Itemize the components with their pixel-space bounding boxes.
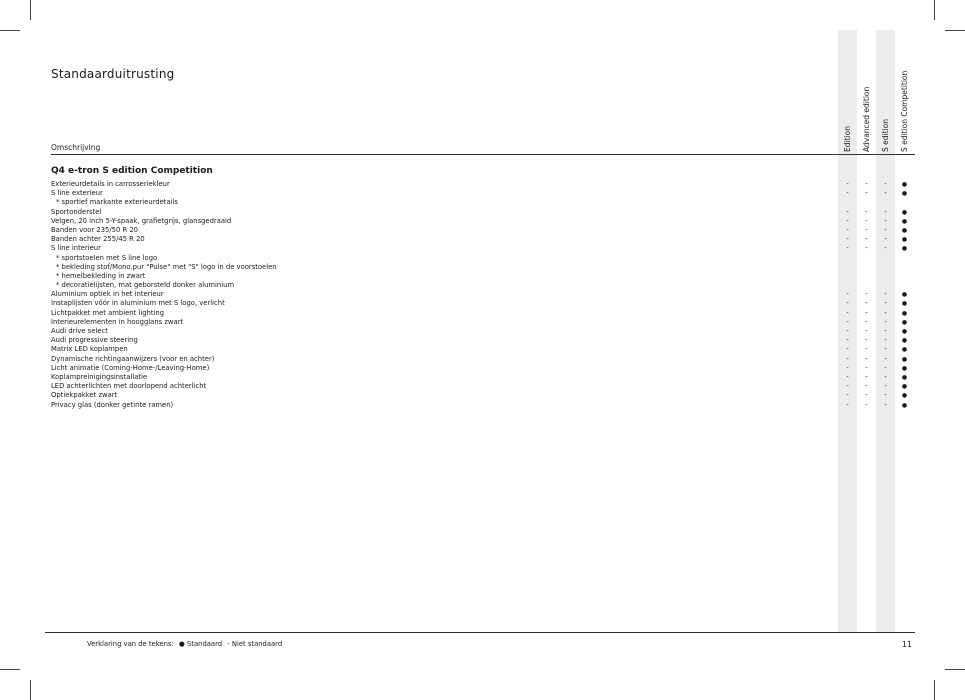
row-label: Exterieurdetails in carrosseriekleur	[51, 180, 170, 188]
not-standard-mark: -	[865, 290, 868, 299]
table-row	[51, 355, 915, 364]
standard-mark: ●	[901, 328, 908, 335]
row-label: Aluminium optiek in het interieur	[51, 290, 164, 299]
not-standard-mark: -	[865, 336, 868, 345]
not-standard-mark: -	[846, 180, 849, 188]
table-row	[51, 208, 915, 217]
row-label: * sportstoelen met S line logo	[56, 253, 158, 262]
not-standard-mark: -	[846, 317, 849, 326]
standard-mark: ●	[901, 236, 908, 244]
not-standard-mark: -	[884, 244, 887, 253]
not-standard-mark: -	[846, 354, 849, 363]
not-standard-mark: -	[865, 207, 868, 216]
table-subrow	[51, 198, 915, 207]
not-standard-mark: -	[865, 345, 868, 354]
row-label: Matrix LED koplampen	[51, 345, 128, 354]
not-standard-mark: -	[884, 290, 887, 299]
not-standard-mark: -	[884, 391, 887, 400]
row-label: Instaplijsten vóór in aluminium met S logo, verlicht	[51, 299, 225, 308]
standard-mark: ●	[901, 208, 908, 216]
not-standard-mark: -	[865, 216, 868, 225]
standard-mark: ●	[901, 291, 908, 299]
crop-mark	[945, 30, 965, 31]
equipment-table	[51, 180, 915, 410]
table-subrow	[51, 263, 915, 272]
not-standard-mark: -	[865, 391, 868, 400]
table-row	[51, 318, 915, 327]
row-label: Velgen, 20 inch 5-Y-spaak, grafietgrijs, glansgedraaid	[51, 216, 232, 225]
standard-mark: ●	[901, 300, 908, 308]
not-standard-mark: -	[846, 363, 849, 372]
legend-not-standard: - Niet standaard	[227, 640, 283, 648]
not-standard-mark: -	[865, 189, 868, 198]
not-standard-mark: -	[846, 207, 849, 216]
column-header-advanced-edition: Advanced edition	[862, 86, 871, 152]
row-label: Lichtpakket met ambient lighting	[51, 308, 165, 317]
row-label: * decoratielijsten, mat geborsteld donker aluminium	[56, 281, 235, 290]
row-label: Banden voor 235/50 R 20	[51, 225, 138, 234]
not-standard-mark: -	[846, 244, 849, 253]
table-row	[51, 345, 915, 354]
legend-prefix: Verklaring van de tekens:	[87, 640, 174, 648]
not-standard-mark: -	[865, 382, 868, 391]
standard-mark: ●	[901, 245, 908, 253]
row-label: * hemelbekleding in zwart	[56, 271, 146, 280]
crop-mark	[0, 669, 20, 670]
not-standard-mark: -	[884, 336, 887, 345]
row-label: * bekleding stof/Mono.pur "Pulse" met "S" logo in de voorstoelen	[56, 262, 277, 271]
table-subrow	[51, 272, 915, 281]
table-row	[51, 391, 915, 400]
crop-mark	[934, 0, 935, 20]
not-standard-mark: -	[846, 216, 849, 225]
table-subrow	[51, 281, 915, 290]
not-standard-mark: -	[865, 317, 868, 326]
not-standard-mark: -	[884, 372, 887, 381]
not-standard-mark: -	[884, 345, 887, 354]
not-standard-mark: -	[884, 189, 887, 198]
standard-mark: ●	[901, 364, 908, 372]
table-row	[51, 235, 915, 244]
not-standard-mark: -	[865, 235, 868, 244]
not-standard-mark: -	[846, 327, 849, 335]
legend-standard: ● Standaard	[178, 640, 223, 648]
standard-mark: ●	[901, 190, 908, 198]
not-standard-mark: -	[846, 235, 849, 244]
standard-mark: ●	[901, 309, 908, 317]
not-standard-mark: -	[865, 244, 868, 253]
not-standard-mark: -	[884, 308, 887, 317]
row-label: Dynamische richtingaanwijzers (voor en achter)	[51, 354, 215, 363]
not-standard-mark: -	[846, 372, 849, 381]
table-row	[51, 327, 915, 336]
standard-mark: ●	[901, 217, 908, 225]
row-label: Banden achter 255/45 R 20	[51, 235, 145, 244]
standard-mark: ●	[901, 226, 908, 234]
not-standard-mark: -	[884, 317, 887, 326]
not-standard-mark: -	[846, 345, 849, 354]
row-label: Interieurelementen in hoogglans zwart	[51, 317, 184, 326]
table-row	[51, 373, 915, 382]
not-standard-mark: -	[884, 400, 887, 409]
standard-mark: ●	[901, 318, 908, 326]
table-row	[51, 226, 915, 235]
table-row	[51, 309, 915, 318]
crop-mark	[945, 669, 965, 670]
standard-mark: ●	[901, 392, 908, 400]
not-standard-mark: -	[865, 400, 868, 409]
not-standard-mark: -	[846, 336, 849, 345]
not-standard-mark: -	[865, 363, 868, 372]
not-standard-mark: -	[884, 354, 887, 363]
standard-mark: ●	[901, 373, 908, 381]
row-label: LED achterlichten met doorlopend achterlicht	[51, 382, 207, 391]
standard-mark: ●	[901, 181, 908, 188]
not-standard-mark: -	[865, 299, 868, 308]
not-standard-mark: -	[865, 372, 868, 381]
not-standard-mark: -	[846, 189, 849, 198]
not-standard-mark: -	[884, 216, 887, 225]
row-label: Sportonderstel	[51, 207, 102, 216]
row-label: Audi progressive steering	[51, 336, 138, 345]
not-standard-mark: -	[865, 327, 868, 335]
standard-mark: ●	[901, 401, 908, 409]
not-standard-mark: -	[865, 354, 868, 363]
not-standard-mark: -	[884, 382, 887, 391]
row-label: Optiekpakket zwart	[51, 391, 118, 400]
row-label: Privacy glas (donker getinte ramen)	[51, 400, 174, 409]
not-standard-mark: -	[884, 225, 887, 234]
table-row	[51, 244, 915, 253]
row-label: * sportief markante exterieurdetails	[56, 198, 178, 207]
not-standard-mark: -	[884, 235, 887, 244]
column-header-s-edition-competition: S edition Competition	[900, 70, 909, 152]
row-label: Licht animatie (Coming-Home-/Leaving-Home)	[51, 363, 210, 372]
row-label: S line interieur	[51, 244, 101, 253]
standard-mark: ●	[901, 383, 908, 391]
not-standard-mark: -	[865, 225, 868, 234]
table-row	[51, 401, 915, 410]
not-standard-mark: -	[884, 299, 887, 308]
row-label: Koplampreinigingsinstallatie	[51, 372, 148, 381]
crop-mark	[30, 0, 31, 20]
table-row	[51, 364, 915, 373]
standard-mark: ●	[901, 355, 908, 363]
not-standard-mark: -	[846, 382, 849, 391]
table-row	[51, 217, 915, 226]
crop-mark	[934, 680, 935, 700]
not-standard-mark: -	[846, 400, 849, 409]
crop-mark	[30, 680, 31, 700]
standard-mark: ●	[901, 346, 908, 354]
footer-divider	[45, 632, 915, 633]
page-title: Standaarduitrusting	[51, 67, 175, 81]
not-standard-mark: -	[846, 299, 849, 308]
section-title: Q4 e-tron S edition Competition	[51, 166, 213, 176]
not-standard-mark: -	[884, 207, 887, 216]
row-label: S line exterieur	[51, 189, 103, 198]
column-header-edition: Edition	[843, 126, 852, 152]
not-standard-mark: -	[846, 225, 849, 234]
standard-mark: ●	[901, 337, 908, 345]
not-standard-mark: -	[846, 391, 849, 400]
not-standard-mark: -	[846, 308, 849, 317]
crop-mark	[0, 30, 20, 31]
not-standard-mark: -	[846, 290, 849, 299]
table-row	[51, 299, 915, 308]
table-row	[51, 180, 915, 189]
table-row	[51, 290, 915, 299]
not-standard-mark: -	[884, 327, 887, 335]
not-standard-mark: -	[884, 180, 887, 188]
not-standard-mark: -	[865, 180, 868, 188]
description-column-label: Omschrijving	[51, 143, 101, 152]
table-subrow	[51, 254, 915, 263]
page-number: 11	[901, 640, 912, 649]
legend	[87, 640, 285, 648]
table-row	[51, 189, 915, 198]
header-divider	[51, 154, 915, 155]
table-row	[51, 336, 915, 345]
column-header-s-edition: S edition	[881, 119, 890, 152]
row-label: Audi drive select	[51, 327, 108, 335]
table-row	[51, 382, 915, 391]
not-standard-mark: -	[865, 308, 868, 317]
not-standard-mark: -	[884, 363, 887, 372]
